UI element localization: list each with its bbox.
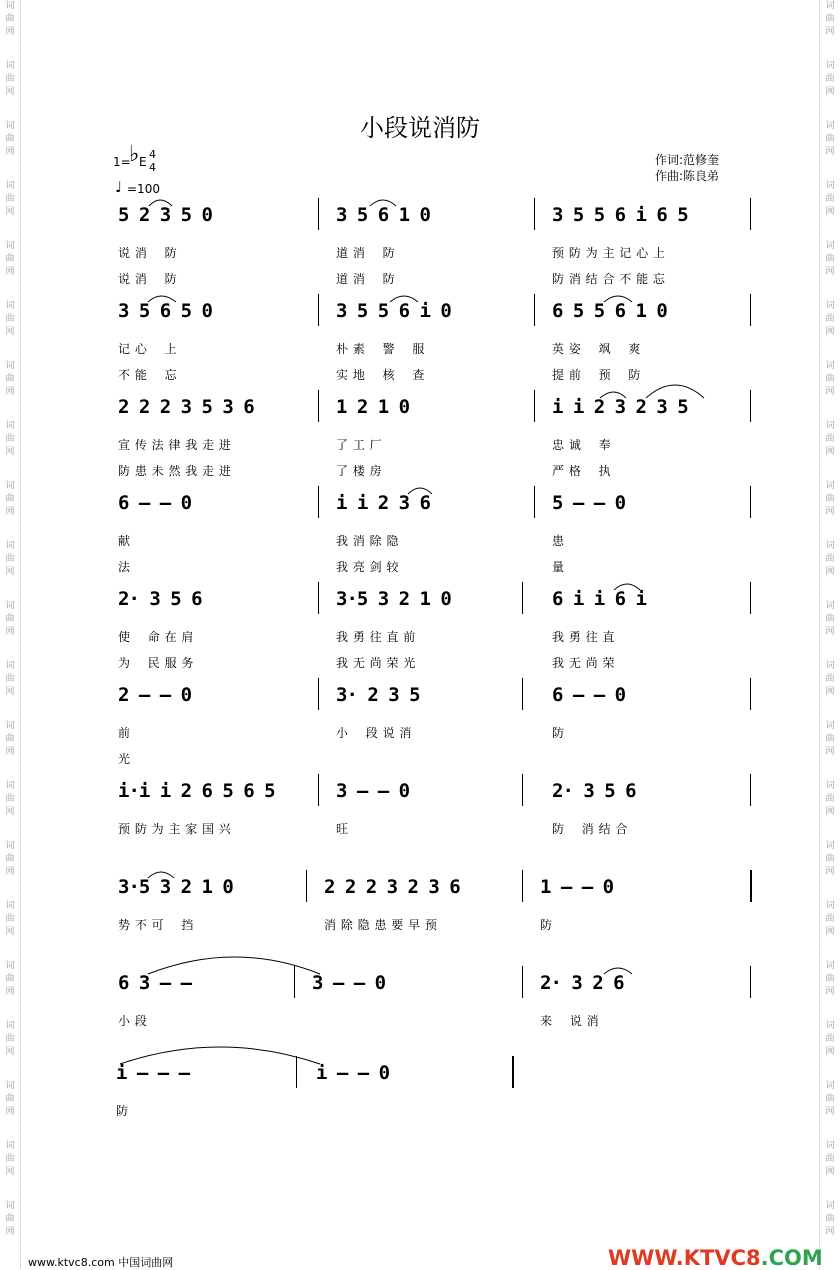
key-prefix: 1=	[113, 155, 131, 169]
watermark-text: 词 曲 网	[825, 841, 835, 877]
watermark-text: 词 曲 网	[825, 1141, 835, 1177]
lyric-line-1: 记 心 上	[118, 342, 178, 356]
watermark-text: 词 曲 网	[825, 721, 835, 757]
quarter-note-icon: ♩	[115, 178, 123, 196]
measure-notes: 6 – – 0	[118, 492, 192, 514]
lyricist: 作词:范修奎	[655, 153, 720, 167]
lyric-line-1: 旺	[336, 822, 349, 836]
watermark-text: 词 曲 网	[5, 1141, 15, 1177]
measure-notes: i i 2 3 2 3 5	[552, 396, 688, 418]
lyric-line-1: 来 说 消	[540, 1014, 600, 1028]
slur	[390, 296, 418, 302]
song-title: 小段说消防	[360, 114, 480, 142]
slur	[646, 385, 704, 398]
flat-sign: ♭	[129, 142, 140, 167]
watermark-text: 词 曲 网	[5, 421, 15, 457]
lyric-line-2: 不 能 忘	[118, 368, 178, 382]
lyric-line-1: 忠 诚 奉	[552, 438, 612, 452]
lyric-line-2: 道 消 防	[336, 272, 396, 286]
measure-notes: 2· 3 5 6	[552, 780, 636, 802]
lyric-line-1: 预 防 为 主 家 国 兴	[118, 822, 232, 836]
lyric-line-1: 献	[118, 534, 131, 548]
lyric-line-1: 势 不 可 挡	[118, 918, 194, 932]
slur	[149, 200, 172, 206]
watermark-text: 词 曲 网	[5, 541, 15, 577]
measure-notes: i – – 0	[316, 1062, 390, 1084]
measure-notes: 2 2 2 3 2 3 6	[324, 876, 460, 898]
watermark-text: 词 曲 网	[5, 901, 15, 937]
measure-notes: 3 – – 0	[312, 972, 386, 994]
measure-notes: 3 5 5 6 i 6 5	[552, 204, 688, 226]
lyric-line-1: 宣 传 法 律 我 走 进	[118, 438, 232, 452]
lyric-line-1: 了 工 厂	[336, 438, 383, 452]
lyric-line-2: 严 格 执	[552, 464, 612, 478]
watermark-text: 词 曲 网	[5, 661, 15, 697]
watermark-text: 词 曲 网	[825, 661, 835, 697]
footer-logo	[608, 1246, 823, 1270]
measure-notes: 2 – – 0	[118, 684, 192, 706]
slur	[604, 296, 632, 302]
lyric-line-1: 小 段	[118, 1014, 148, 1028]
watermark-text: 词 曲 网	[825, 1201, 835, 1237]
lyric-line-1: 使 命 在 肩	[118, 630, 194, 644]
lyric-line-1: 说 消 防	[118, 246, 178, 260]
lyric-line-1: 防	[540, 918, 553, 932]
lyric-line-2: 我 无 尚 荣 光	[336, 656, 416, 670]
measure-notes: i – – –	[116, 1062, 190, 1084]
logo-com: .COM	[760, 1246, 823, 1270]
lyric-line-1: 前	[118, 726, 131, 740]
time-sig-bottom: 4	[149, 161, 156, 174]
watermark-text: 词 曲 网	[5, 1021, 15, 1057]
key-letter: E	[139, 155, 147, 169]
measure-notes: 1 2 1 0	[336, 396, 410, 418]
measure-notes: i i 2 3 6	[336, 492, 430, 514]
lyric-line-1: 患	[552, 534, 565, 548]
measure-notes: 5 – – 0	[552, 492, 626, 514]
measure-notes: 2 2 2 3 5 3 6	[118, 396, 254, 418]
measure-notes: i·i i 2 6 5 6 5	[118, 780, 275, 802]
lyric-line-2: 了 楼 房	[336, 464, 383, 478]
measure-notes: 2· 3 2 6	[540, 972, 624, 994]
measure-notes: 2· 3 5 6	[118, 588, 202, 610]
watermark-text: 词 曲 网	[5, 61, 15, 97]
logo-www: WWW.	[608, 1246, 684, 1270]
watermark-text: 词 曲 网	[5, 721, 15, 757]
lyric-line-2: 防 消 结 合 不 能 忘	[552, 272, 666, 286]
lyric-line-1: 朴 素 警 服	[336, 342, 425, 356]
watermark-text: 词 曲 网	[825, 541, 835, 577]
slur	[604, 968, 632, 974]
lyric-line-1: 小 段 说 消	[336, 726, 412, 740]
watermark-text: 词 曲 网	[825, 1021, 835, 1057]
watermark-text: 词 曲 网	[825, 301, 835, 337]
lyric-line-2: 提 前 预 防	[552, 368, 641, 382]
watermark-text: 词 曲 网	[825, 241, 835, 277]
measure-notes: 3· 2 3 5	[336, 684, 420, 706]
watermark-text: 词 曲 网	[5, 481, 15, 517]
measure-notes: 3 5 6 1 0	[336, 204, 430, 226]
lyric-line-1: 防 消 结 合	[552, 822, 628, 836]
footer-site-text: www.ktvc8.com 中国词曲网	[28, 1256, 174, 1269]
slur	[614, 584, 640, 590]
lyric-line-2: 说 消 防	[118, 272, 178, 286]
lyric-line-2: 实 地 核 查	[336, 368, 425, 382]
measure-notes: 6 5 5 6 1 0	[552, 300, 667, 322]
lyric-line-1: 防	[116, 1104, 129, 1118]
tempo-marking: =100	[127, 182, 160, 196]
watermark-text: 词 曲 网	[825, 1081, 835, 1117]
lyric-line-2: 法	[118, 560, 131, 574]
watermark-text: 词 曲 网	[5, 361, 15, 397]
watermark-text: 词 曲 网	[825, 421, 835, 457]
lyric-line-2: 光	[118, 752, 131, 766]
lyric-line-2: 我 无 尚 荣	[552, 656, 615, 670]
tie	[120, 1047, 320, 1064]
watermark-text: 词 曲 网	[5, 241, 15, 277]
watermark-text: 词 曲 网	[825, 961, 835, 997]
watermark-text: 词 曲 网	[5, 1081, 15, 1117]
measure-notes: 6 3 – –	[118, 972, 192, 994]
measure-notes: 6 i i 6 i	[552, 588, 646, 610]
measure-notes: 1 – – 0	[540, 876, 614, 898]
lyric-line-1: 我 消 除 隐	[336, 534, 399, 548]
lyric-line-2: 为 民 服 务	[118, 656, 194, 670]
watermark-text: 词 曲 网	[825, 61, 835, 97]
lyric-line-2: 我 亮 剑 较	[336, 560, 399, 574]
watermark-text: 词 曲 网	[825, 781, 835, 817]
measure-notes: 3·5 3 2 1 0	[118, 876, 233, 898]
logo-name: KTVC8	[683, 1246, 761, 1270]
measure-notes: 6 – – 0	[552, 684, 626, 706]
slur	[408, 488, 432, 494]
watermark-text: 词 曲 网	[5, 301, 15, 337]
composer: 作曲:陈良弟	[655, 169, 720, 183]
lyric-line-1: 预 防 为 主 记 心 上	[552, 246, 666, 260]
lyric-line-1: 道 消 防	[336, 246, 396, 260]
watermark-text: 词 曲 网	[5, 1, 15, 37]
lyric-line-1: 消 除 隐 患 要 早 预	[324, 918, 438, 932]
measure-notes: 3 5 5 6 i 0	[336, 300, 451, 322]
lyric-line-2: 防 患 未 然 我 走 进	[118, 464, 232, 478]
watermark-text: 词 曲 网	[825, 601, 835, 637]
lyric-line-1: 防	[552, 726, 565, 740]
time-sig-top: 4	[149, 148, 156, 161]
watermark-text: 词 曲 网	[825, 121, 835, 157]
lyric-line-1: 英 姿 飒 爽	[552, 342, 641, 356]
slur	[370, 200, 396, 206]
watermark-text: 词 曲 网	[825, 901, 835, 937]
watermark-text: 词 曲 网	[825, 361, 835, 397]
watermark-text: 词 曲 网	[5, 1201, 15, 1237]
lyric-line-2: 量	[552, 560, 565, 574]
lyric-line-1: 我 勇 往 直	[552, 630, 615, 644]
watermark-text: 词 曲 网	[825, 1, 835, 37]
slur	[148, 296, 176, 302]
watermark-text: 词 曲 网	[825, 481, 835, 517]
watermark-text: 词 曲 网	[5, 961, 15, 997]
lyric-line-1: 我 勇 往 直 前	[336, 630, 416, 644]
slur	[600, 392, 626, 398]
watermark-text: 词 曲 网	[5, 121, 15, 157]
watermark-text: 词 曲 网	[5, 781, 15, 817]
watermark-text: 词 曲 网	[825, 181, 835, 217]
slur	[148, 872, 174, 878]
measure-notes: 3 5 6 5 0	[118, 300, 212, 322]
measure-notes: 5 2 3 5 0	[118, 204, 212, 226]
watermark-text: 词 曲 网	[5, 181, 15, 217]
watermark-text: 词 曲 网	[5, 841, 15, 877]
measure-notes: 3 – – 0	[336, 780, 410, 802]
tie	[148, 957, 320, 974]
measure-notes: 3·5 3 2 1 0	[336, 588, 451, 610]
watermark-text: 词 曲 网	[5, 601, 15, 637]
